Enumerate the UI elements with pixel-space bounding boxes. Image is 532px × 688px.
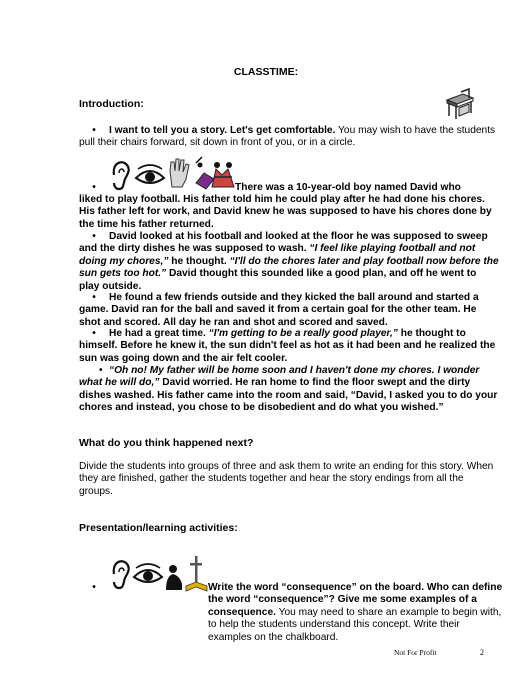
activity-instructions: Divide the students into groups of three and ask them to write an ending for this story. When they are finished, gather the students together and hear the story endings from all the groups.	[79, 461, 494, 497]
story-paragraph-2: • David looked at his football and looked at the floor he was supposed to sweep and the dirty dishes he was supposed to wash. “I feel like playing football and not doing my chores,” he thought. “I'll do the chores later and play football now before the sun gets too hot.” David thought this sounded like a good plan, and off he went to play outside.	[79, 231, 499, 292]
figure-with-box-icon	[196, 157, 214, 189]
footer-text: Not For Profit	[394, 648, 437, 657]
page-title: CLASSTIME:	[233, 66, 299, 78]
presentation-heading: Presentation/learning activities:	[79, 522, 238, 534]
hand-icon	[170, 159, 189, 187]
story-paragraph-5: “Oh no! My father will be home soon and I haven't done my chores. I wonder what he will do,” David worried. He ran home to find the floor swept and the dirty dishes washed. His father came into the room and said, “David, I asked you to do your chores and instead, you chose to be disobedient and do what you wished.”	[79, 365, 498, 414]
page-number: 2	[480, 648, 484, 657]
icon-bullet-2: •	[92, 582, 96, 593]
story-icons-row	[108, 153, 238, 195]
question-heading: What do you think happened next?	[79, 437, 254, 449]
ear-icon	[114, 561, 129, 588]
story-paragraph-1: liked to play football. His father told him he could play after he had done his chores. His father left for work, and David knew he was supposed to have his chores done by the time his father returned.	[79, 194, 492, 230]
story-line-1: There was a 10-year-old boy named David who	[235, 182, 461, 193]
intro-paragraph: • I want to tell you a story. Let's get comfortable. You may wish to have the students pull their chairs forward, sit down in front of you, or in a circle.	[79, 125, 496, 149]
activity-icons-row	[108, 552, 210, 594]
activity-line-1: Write the word “consequence” on the board. Who can define the word “consequence”? Give me some examples of a consequence. You may need to share an example to begin with, to help the students understand this concept. Write their examples on the chalkboard.	[208, 582, 503, 643]
icon-bullet: •	[92, 182, 96, 193]
classroom-desk-icon	[443, 86, 477, 120]
eye-icon	[136, 165, 164, 183]
story-paragraph-4: • He had a great time. “I'm getting to be a really good player,” he thought to himself. Before he knew it, the sun didn't feel as hot as it had been and he realized the sun was going down and the air felt cooler.	[79, 328, 496, 364]
bullet-marker: •	[99, 365, 103, 376]
introduction-heading: Introduction:	[79, 98, 144, 110]
eye-icon	[134, 564, 162, 582]
cross-and-book-icon	[186, 556, 207, 591]
praying-figure-icon	[166, 565, 182, 590]
ear-icon	[114, 162, 129, 189]
story-paragraph-3: • He found a few friends outside and they kicked the ball around and started a game. David ran for the ball and saved it from a certain goal for the other team. He shot and scored. All day he ran and shot and scored and saved.	[79, 292, 479, 328]
hugging-figures-icon	[212, 162, 234, 187]
